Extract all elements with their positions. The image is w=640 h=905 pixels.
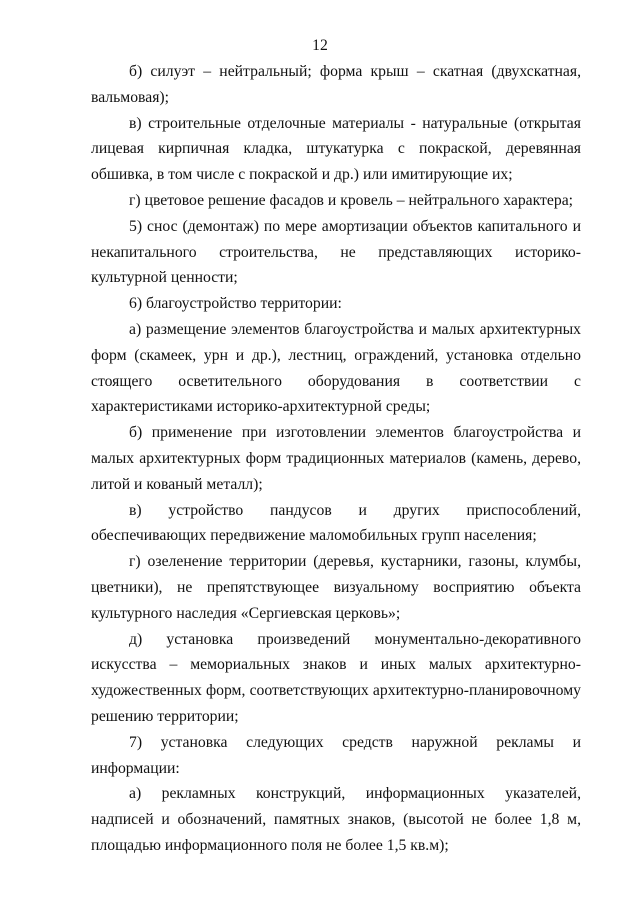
paragraph-traditional-materials: б) применение при изготовлении элементов благоустройства и малых архитектурных форм традиционных материалов (камень, дерево, литой и кованый металл); (91, 424, 581, 493)
paragraph-monumental-art: д) установка произведений монументально-декоративного искусства – мемориальных знаков и иных малых архитектурно-художественных форм, соответствующих архитектурно-планировочному решению территории; (91, 630, 581, 725)
paragraph-advertising-structures: а) рекламных конструкций, информационных указателей, надписей и обозначений, памятных знаков, (высотой не более 1,8 м, площадью информационного поля не более 1,5 кв.м); (91, 785, 581, 854)
paragraph-landscaping-elements: а) размещение элементов благоустройства и малых архитектурных форм (скамеек, урн и др.), лестниц, ограждений, установка отдельно стоящего осветительного оборудования в соответствии с характеристиками историко-архитектурной среды; (91, 320, 581, 416)
paragraph-landscaping-heading: 6) благоустройство территории: (129, 295, 342, 313)
paragraph-greening: г) озеленение территории (деревья, кустарники, газоны, клумбы, цветники), не препятствующее визуальному восприятию объекта культурного наследия «Сергиевская церковь»; (91, 553, 581, 622)
document-body (91, 59, 581, 859)
page-number: 12 (312, 37, 328, 54)
paragraph-advertising-heading: 7) установка следующих средств наружной рекламы и информации: (91, 733, 581, 777)
paragraph-finishing-materials: в) строительные отделочные материалы - натуральные (открытая лицевая кирпичная кладка, штукатурка с покраской, деревянная обшивка, в том числе с покраской и др.) или имитирующие их; (91, 114, 581, 184)
paragraph-silhouette-roof: б) силуэт – нейтральный; форма крыш – скатная (двухскатная, вальмовая); (91, 63, 581, 106)
paragraph-color-solution: г) цветовое решение фасадов и кровель – нейтрального характера; (129, 191, 574, 209)
paragraph-demolition: 5) снос (демонтаж) по мере амортизации объектов капитального и некапитального строительства, не представляющих историко-культурной ценности; (91, 217, 581, 287)
paragraph-ramps: в) устройство пандусов и других приспособлений, обеспечивающих передвижение маломобильных групп населения; (91, 501, 581, 545)
